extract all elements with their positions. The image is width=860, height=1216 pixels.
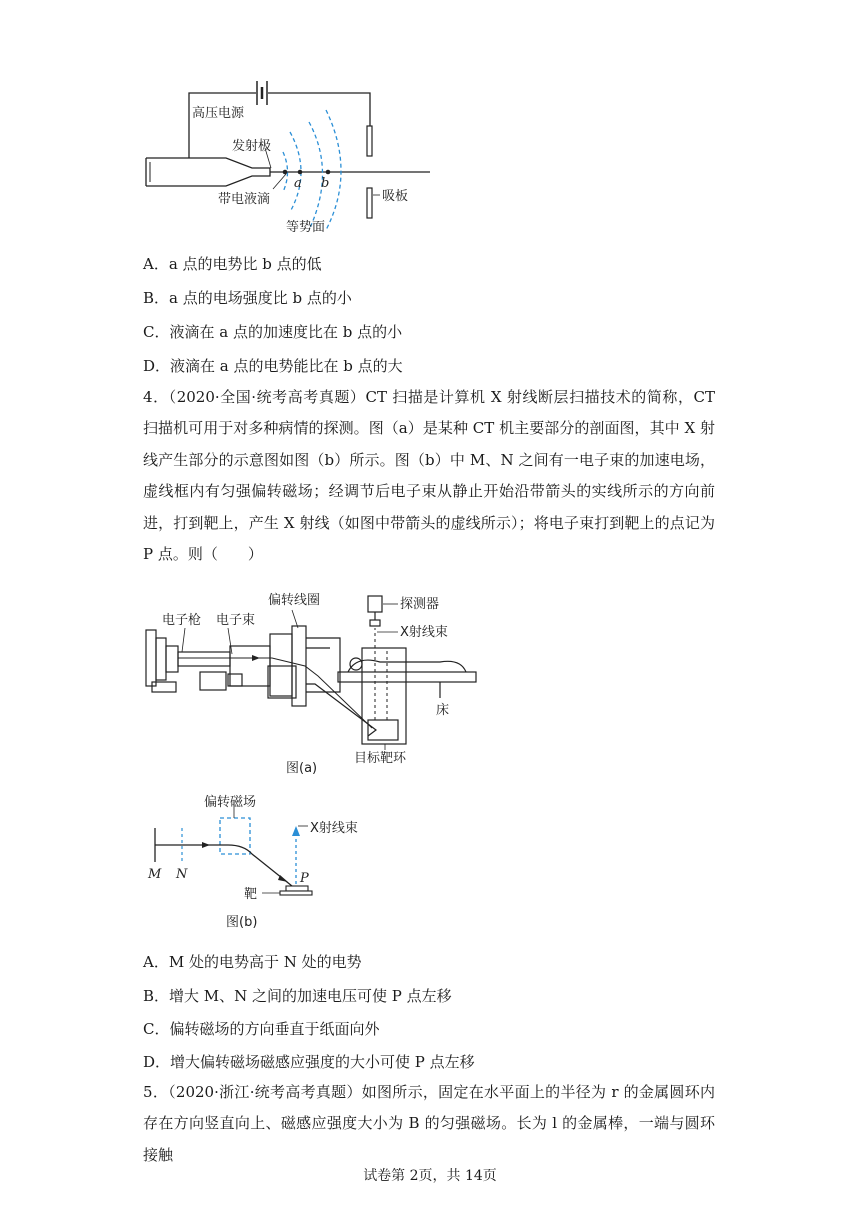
bed-label: 床 [436, 703, 450, 718]
q4-option-d: D．增大偏转磁场磁感应强度的大小可使 P 点左移 [143, 1053, 475, 1071]
absorber-label: 吸板 [382, 189, 409, 204]
page-footer: 试卷第 2页，共 14页 [363, 1168, 497, 1184]
gun-label: 电子枪 [162, 613, 202, 628]
detector-label: 探测器 [400, 597, 440, 612]
q4-option-c: C．偏转磁场的方向垂直于纸面向外 [143, 1020, 380, 1038]
figure-electrospray [140, 70, 440, 245]
q4-option-b: B．增大 M、N 之间的加速电压可使 P 点左移 [143, 987, 452, 1005]
xray-label-a: X射线束 [400, 625, 448, 640]
q3-option-c: C．液滴在 a 点的加速度比在 b 点的小 [143, 323, 403, 341]
q3-option-b: B．a 点的电场强度比 b 点的小 [143, 289, 352, 307]
m-label: M [148, 867, 162, 882]
power-label: 高压电源 [192, 106, 245, 121]
coil-label: 偏转线圈 [268, 593, 321, 608]
xray-label-b: X射线束 [310, 821, 358, 836]
target-label: 靶 [244, 887, 258, 902]
field-label: 偏转磁场 [204, 795, 257, 810]
q3-option-a: A．a 点的电势比 b 点的低 [143, 255, 322, 273]
p-label: P [300, 871, 309, 886]
point-a-label: a [294, 176, 302, 191]
figure-ct-machine [140, 588, 480, 778]
target-ring-label: 目标靶环 [354, 751, 407, 766]
q5-stem: 5．（2020·浙江·统考高考真题）如图所示，固定在水平面上的半径为 r 的金属圆环内存在方向竖直向上、磁感应强度大小为 B 的匀强磁场。长为 l 的金属棒，一端与圆环接触 [143, 1083, 715, 1164]
q4-stem: 4．（2020·全国·统考高考真题）CT 扫描是计算机 X 射线断层扫描技术的简称，CT 扫描机可用于对多种病情的探测。图（a）是某种 CT 机主要部分的剖面图，其中 X 射线产生部分的示意图如图（b）所示。图（b）中 M、N 之间有一电子束的加速电场，虚线框内有匀强偏转磁场；经调节后电子束从静止开始沿带箭头的实线所示的方向前进，打到靶上，产生 X 射线（如图中带箭头的虚线所示）；将电子束打到靶上的点记为 P 点。则（ ） [143, 388, 715, 564]
beam-label: 电子束 [216, 613, 256, 628]
figure-b-caption: 图(b) [226, 915, 258, 930]
droplet-label: 带电液滴 [218, 192, 271, 207]
n-label: N [176, 867, 188, 882]
figure-a-caption: 图(a) [286, 761, 318, 776]
equipotential-label: 等势面 [286, 220, 326, 235]
q4-option-a: A．M 处的电势高于 N 处的电势 [143, 953, 362, 971]
q3-option-d: D．液滴在 a 点的电势能比在 b 点的大 [143, 357, 403, 375]
emitter-label: 发射极 [232, 139, 272, 154]
figure-xray-schematic [140, 790, 380, 930]
point-b-label: b [321, 176, 330, 191]
